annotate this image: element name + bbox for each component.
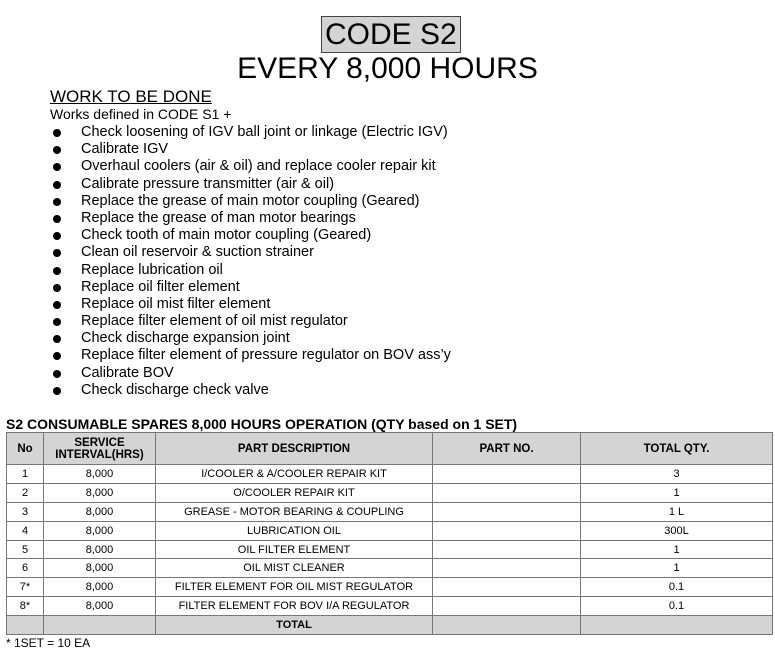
task-text: Check loosening of IGV ball joint or linkage (Electric IGV) xyxy=(81,124,448,140)
task-text: Replace the grease of man motor bearings xyxy=(81,209,356,226)
task-text: Calibrate IGV xyxy=(81,141,169,158)
table-row xyxy=(7,578,773,597)
task-text: Replace filter element of oil mist regulator xyxy=(81,313,348,330)
spares-heading: S2 CONSUMABLE SPARES 8,000 HOURS OPERATION (QTY based on 1 SET) xyxy=(6,416,518,432)
table-row xyxy=(7,559,773,578)
col-interval: SERVICE INTERVAL(HRS) xyxy=(44,433,156,465)
cell-no: 3 xyxy=(7,502,44,521)
cell-part-no xyxy=(433,521,581,540)
task-text: Calibrate BOV xyxy=(81,364,174,381)
list-item xyxy=(50,193,451,210)
table-header-row xyxy=(7,433,773,465)
cell-description: LUBRICATION OIL xyxy=(156,521,433,540)
cell-no: 4 xyxy=(7,521,44,540)
col-no: No xyxy=(7,433,44,465)
cell-description: OIL MIST CLEANER xyxy=(156,559,433,578)
cell-description: O/COOLER REPAIR KIT xyxy=(156,483,433,502)
cell-no: 6 xyxy=(7,559,44,578)
cell-interval: 8,000 xyxy=(44,502,156,521)
cell-interval: 8,000 xyxy=(44,483,156,502)
bullet-icon xyxy=(53,370,61,378)
task-text: Replace lubrication oil xyxy=(81,261,223,278)
task-text: Check discharge expansion joint xyxy=(81,330,290,347)
table-row xyxy=(7,483,773,502)
cell-empty xyxy=(433,616,581,635)
list-item xyxy=(50,382,451,399)
cell-part-no xyxy=(433,483,581,502)
cell-no: 5 xyxy=(7,540,44,559)
table-row xyxy=(7,521,773,540)
list-item xyxy=(50,262,451,279)
table-row xyxy=(7,540,773,559)
bullet-icon xyxy=(53,163,61,171)
interval-title: EVERY 8,000 HOURS xyxy=(237,52,538,85)
table-row xyxy=(7,597,773,616)
footnote: * 1SET = 10 EA xyxy=(6,636,91,650)
bullet-icon xyxy=(53,215,61,223)
task-text: Check tooth of main motor coupling (Geared) xyxy=(81,227,372,244)
bullet-icon xyxy=(53,284,61,292)
cell-no: 7* xyxy=(7,578,44,597)
cell-interval: 8,000 xyxy=(44,559,156,578)
cell-qty: 1 L xyxy=(581,502,773,521)
cell-part-no xyxy=(433,597,581,616)
bullet-icon xyxy=(53,335,61,343)
cell-qty: 1 xyxy=(581,483,773,502)
task-text: Clean oil reservoir & suction strainer xyxy=(81,244,314,261)
bullet-icon xyxy=(53,267,61,275)
table-row xyxy=(7,502,773,521)
bullet-icon xyxy=(53,198,61,206)
list-item xyxy=(50,141,451,158)
cell-description: FILTER ELEMENT FOR BOV I/A REGULATOR xyxy=(156,597,433,616)
bullet-icon xyxy=(53,146,61,154)
cell-qty: 1 xyxy=(581,559,773,578)
col-qty: TOTAL QTY. xyxy=(581,433,773,465)
list-item xyxy=(50,313,451,330)
cell-qty: 0.1 xyxy=(581,578,773,597)
cell-no: 2 xyxy=(7,483,44,502)
cell-empty xyxy=(581,616,773,635)
list-item xyxy=(50,158,451,175)
cell-description: OIL FILTER ELEMENT xyxy=(156,540,433,559)
work-heading: WORK TO BE DONE xyxy=(50,87,212,106)
task-text: Replace filter element of pressure regulator on BOV ass’y xyxy=(81,347,451,364)
task-text: Calibrate pressure transmitter (air & oil) xyxy=(81,175,335,192)
list-item xyxy=(50,330,451,347)
cell-part-no xyxy=(433,502,581,521)
cell-interval: 8,000 xyxy=(44,521,156,540)
task-text: Replace the grease of main motor coupling (Geared) xyxy=(81,192,420,209)
list-item xyxy=(50,365,451,382)
cell-part-no xyxy=(433,578,581,597)
cell-part-no xyxy=(433,559,581,578)
col-description: PART DESCRIPTION xyxy=(156,433,433,465)
total-label: TOTAL xyxy=(156,616,433,635)
cell-empty xyxy=(7,616,44,635)
bullet-icon xyxy=(53,352,61,360)
task-text: Check discharge check valve xyxy=(81,381,269,398)
cell-no: 1 xyxy=(7,465,44,484)
code-title: CODE S2 xyxy=(321,16,461,53)
list-item xyxy=(50,210,451,227)
list-item xyxy=(50,347,451,364)
cell-description: I/COOLER & A/COOLER REPAIR KIT xyxy=(156,465,433,484)
list-item xyxy=(50,296,451,313)
bullet-icon xyxy=(53,129,61,137)
bullet-icon xyxy=(53,301,61,309)
bullet-icon xyxy=(53,181,61,189)
cell-qty: 3 xyxy=(581,465,773,484)
cell-qty: 300L xyxy=(581,521,773,540)
list-item xyxy=(50,279,451,296)
bullet-icon xyxy=(53,318,61,326)
list-item xyxy=(50,176,451,193)
list-item xyxy=(50,124,451,141)
cell-interval: 8,000 xyxy=(44,465,156,484)
bullet-icon xyxy=(53,249,61,257)
total-row xyxy=(7,616,773,635)
table-row xyxy=(7,465,773,484)
cell-description: FILTER ELEMENT FOR OIL MIST REGULATOR xyxy=(156,578,433,597)
cell-qty: 0.1 xyxy=(581,597,773,616)
bullet-icon xyxy=(53,232,61,240)
work-intro: Works defined in CODE S1 + xyxy=(50,106,232,122)
cell-qty: 1 xyxy=(581,540,773,559)
col-part-no: PART NO. xyxy=(433,433,581,465)
bullet-icon xyxy=(53,387,61,395)
list-item xyxy=(50,227,451,244)
spares-table xyxy=(6,432,773,635)
cell-part-no xyxy=(433,540,581,559)
task-text: Overhaul coolers (air & oil) and replace cooler repair kit xyxy=(81,158,436,175)
task-text: Replace oil mist filter element xyxy=(81,295,271,312)
list-item xyxy=(50,244,451,261)
cell-no: 8* xyxy=(7,597,44,616)
cell-part-no xyxy=(433,465,581,484)
task-text: Replace oil filter element xyxy=(81,278,240,295)
cell-interval: 8,000 xyxy=(44,597,156,616)
cell-empty xyxy=(44,616,156,635)
cell-interval: 8,000 xyxy=(44,578,156,597)
cell-description: GREASE - MOTOR BEARING & COUPLING xyxy=(156,502,433,521)
task-list xyxy=(50,124,451,399)
cell-interval: 8,000 xyxy=(44,540,156,559)
